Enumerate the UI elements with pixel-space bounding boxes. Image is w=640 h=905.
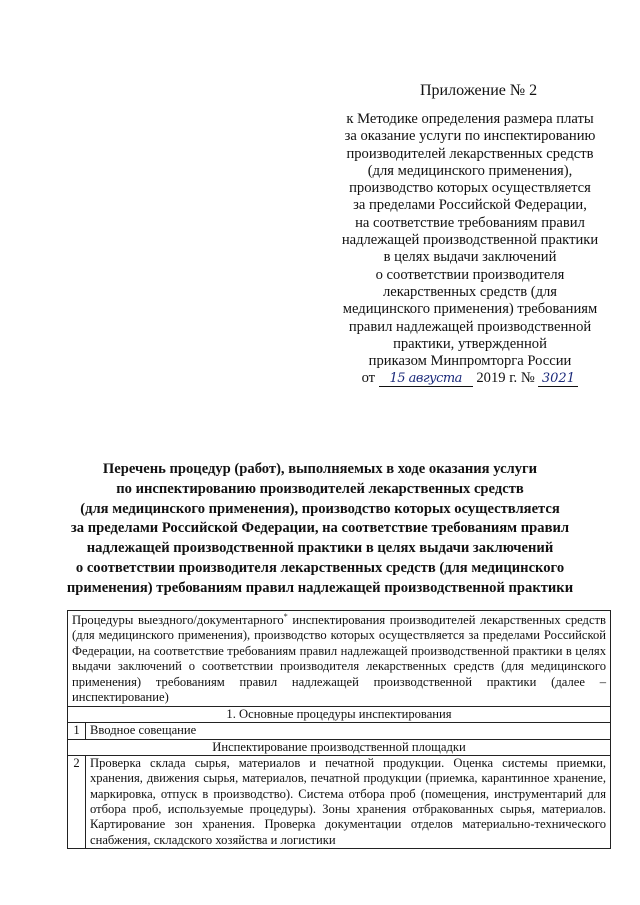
row-number: 1 <box>68 723 86 738</box>
annex-line: в целях выдачи заключений <box>383 249 557 266</box>
section-header-site: Инспектирование производственной площадки <box>68 740 610 756</box>
annex-line: лекарственных средств (для <box>382 283 558 300</box>
heading-line: о соответствии производителя лекарственных средств (для медицинского <box>75 559 565 576</box>
heading-line: применения) требованиям правил надлежащей производственной практики <box>66 579 574 596</box>
annex-line: о соответствии производителя <box>375 266 565 283</box>
intro-text-start: Процедуры выездного/документарного <box>72 613 284 627</box>
annex-line: надлежащей производственной практики <box>341 232 599 249</box>
row-text: Проверка склада сырья, материалов и печатной продукции. Оценка системы приемки, хранения, движения сырья, материалов, печатной продукции (приемка, карантинное хранение, маркировка, отпуск в производство). Система отбора проб (помещения, инструментарий для отбора проб, используемые процедуры). Зоны хранения отбракованных сырья, материалов. Картирование зон хранения. Проверка документации отделов материально-технического снабжения, складского хозяйства и логистики <box>90 755 606 847</box>
annex-line: правил надлежащей производственной <box>348 318 592 335</box>
annex-line: за пределами Российской Федерации, <box>353 197 587 214</box>
section-header-main: 1. Основные процедуры инспектирования <box>68 707 610 723</box>
annex-title: Приложение № 2 <box>420 82 538 99</box>
annex-description <box>330 111 610 388</box>
annex-line: к Методике определения размера платы <box>346 111 594 127</box>
heading-line: (для медицинского применения), производство которых осуществляется <box>80 500 560 517</box>
table-row <box>68 723 610 739</box>
heading-line: Перечень процедур (работ), выполняемых в ходе оказания услуги <box>102 461 538 477</box>
table-row <box>68 756 610 848</box>
procedures-table <box>67 610 611 849</box>
annex-line: на соответствие требованиям правил <box>355 214 585 231</box>
table-intro-cell <box>68 611 610 707</box>
annex-line: (для медицинского применения), <box>367 162 573 179</box>
heading-line: надлежащей производственной практики в целях выдачи заключений <box>86 540 554 557</box>
order-reference <box>330 370 610 387</box>
annex-line: медицинского применения) требованиям <box>342 301 598 318</box>
order-year: 2019 г. № <box>476 370 535 387</box>
footnote-mark: * <box>283 611 288 621</box>
order-date-handwritten: 15 августа <box>379 371 473 387</box>
intro-text-rest: инспектирования производителей лекарственных средств (для медицинского применения), производство которых осуществляется за пределами Российской Федерации, на соответствие требованиям правил надлежащей производственной практики в целях выдачи заключений о соответствии производителя лекарственных средств (для медицинского применения) требованиям правил надлежащей производственной практики (далее – инспектирование) <box>72 613 606 705</box>
annex-line: за оказание услуги по инспектированию <box>344 128 596 145</box>
order-number-handwritten: 3021 <box>538 371 578 387</box>
annex-line: производителей лекарственных средств <box>346 145 594 162</box>
heading-line: по инспектированию производителей лекарственных средств <box>116 480 524 497</box>
order-prefix: от <box>361 370 376 387</box>
annex-line: производство которых осуществляется <box>349 180 591 197</box>
annex-line: приказом Минпромторга России <box>368 353 572 370</box>
document-heading <box>40 460 600 599</box>
row-number: 2 <box>68 756 86 848</box>
annex-line: практики, утвержденной <box>393 335 547 352</box>
row-text: Вводное совещание <box>90 723 197 738</box>
heading-line: за пределами Российской Федерации, на соответствие требованиям правил <box>70 520 570 537</box>
